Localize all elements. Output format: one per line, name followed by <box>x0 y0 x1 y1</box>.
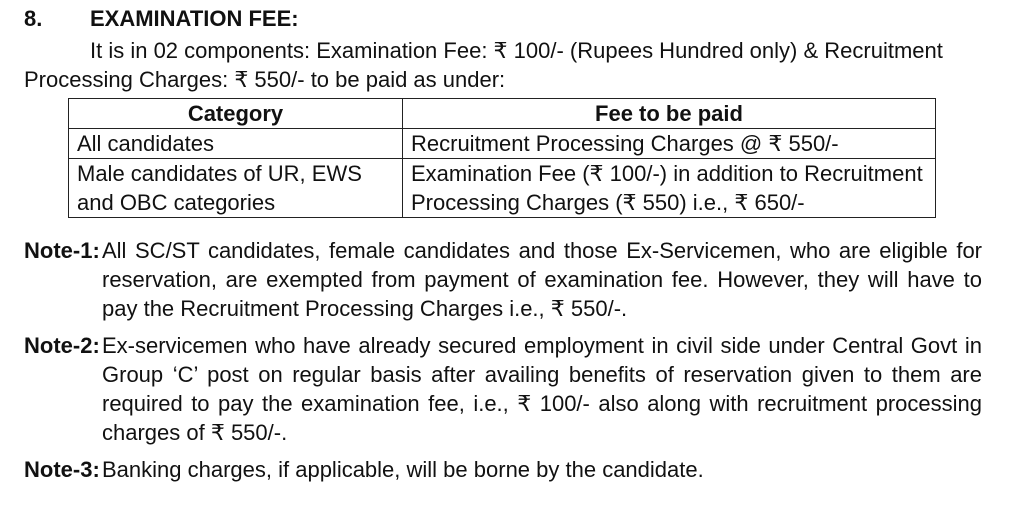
note-text: All SC/ST candidates, female candidates and those Ex-Servicemen, who are eligible for reservation, are exempted from payment of examination fee. However, they will have to pay the Recruitment Processing Charges i.e., ₹ 550/-. <box>102 238 982 321</box>
section-title: EXAMINATION FEE: <box>90 6 299 31</box>
intro-line-1: It is in 02 components: Examination Fee: ₹ 100/- (Rupees Hundred only) & Recruitment <box>90 38 943 63</box>
note-1 <box>24 236 982 323</box>
section-heading <box>24 4 299 33</box>
category-cell: All candidates <box>69 129 403 159</box>
table-row <box>69 159 936 218</box>
note-label: Note-3: <box>24 457 100 482</box>
note-label: Note-2: <box>24 333 100 358</box>
fee-table-header-row <box>69 99 936 129</box>
section-number: 8. <box>24 6 43 31</box>
notes-section <box>24 236 982 492</box>
header-fee: Fee to be paid <box>403 99 936 129</box>
note-label: Note-1: <box>24 238 100 263</box>
table-row <box>69 129 936 159</box>
fee-cell: Recruitment Processing Charges @ ₹ 550/- <box>403 129 936 159</box>
fee-cell: Examination Fee (₹ 100/-) in addition to Recruitment Processing Charges (₹ 550) i.e., ₹ 650/- <box>403 159 936 218</box>
note-text: Ex-servicemen who have already secured employment in civil side under Central Govt in Group ‘C’ post on regular basis after availing benefits of reservation given to them are required to pay the examination fee, i.e., ₹ 100/- also along with recruitment processing charges of ₹ 550/-. <box>102 333 982 445</box>
fee-table <box>68 98 936 218</box>
category-cell: Male candidates of UR, EWS and OBC categories <box>69 159 403 218</box>
intro-paragraph <box>24 36 982 94</box>
intro-line-2: Processing Charges: ₹ 550/- to be paid as under: <box>24 67 506 92</box>
note-3 <box>24 455 982 484</box>
note-text: Banking charges, if applicable, will be borne by the candidate. <box>102 457 704 482</box>
note-2 <box>24 331 982 447</box>
header-category: Category <box>69 99 403 129</box>
